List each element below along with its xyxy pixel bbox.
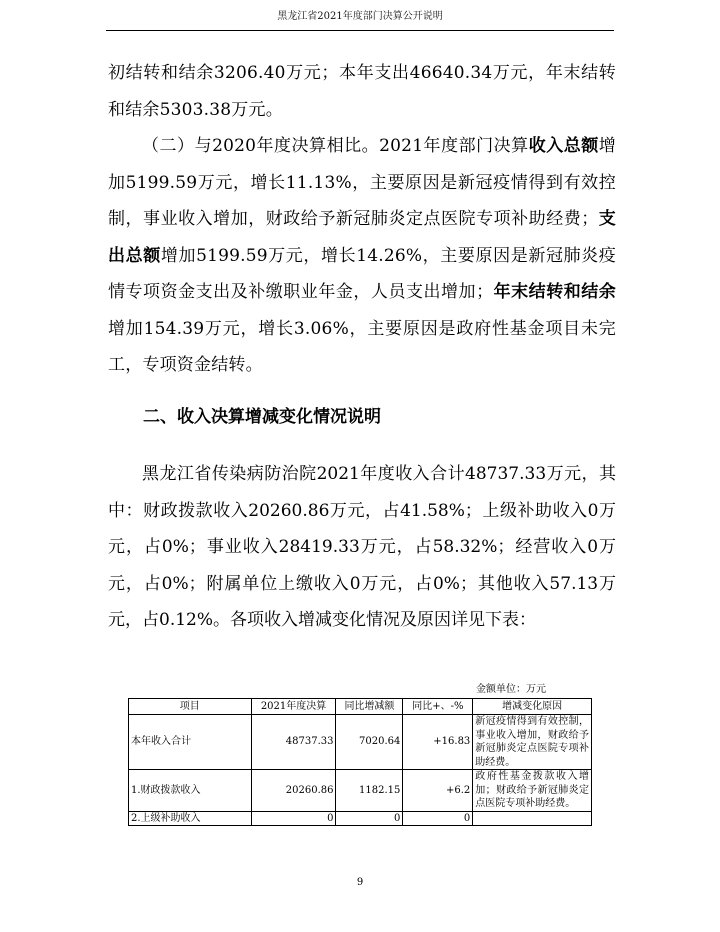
table-row bbox=[129, 715, 592, 770]
cell-reason: 政府性基金拨款收入增加；财政给予新冠肺炎定点医院专项补助经费。 bbox=[473, 770, 592, 812]
section-heading-income: 二、收入决算增减变化情况说明 bbox=[143, 407, 381, 427]
cell-reason bbox=[473, 811, 592, 826]
table-row bbox=[129, 770, 592, 812]
header-reason: 增减变化原因 bbox=[473, 699, 592, 715]
cell-item: 2.上级补助收入 bbox=[129, 811, 252, 826]
page-header: 黑龙江省2021年度部门决算公开说明 bbox=[277, 11, 443, 22]
body-text-section-1 bbox=[108, 55, 616, 384]
header-change: 同比增减额 bbox=[336, 699, 403, 715]
header-item: 项目 bbox=[129, 699, 252, 715]
cell-pct: +6.2 bbox=[403, 770, 473, 812]
comparison-text-4: 增加154.39万元，增长3.06%，主要原因是政府性基金项目未完工，专项资金结转。 bbox=[108, 318, 616, 375]
comparison-text-2: 增加5199.59万元，增长11.13%，主要原因是新冠疫情得到有效控制，事业收入增加，财政给予新冠肺炎定点医院专项补助经费； bbox=[108, 136, 616, 229]
paragraph-carryover: 初结转和结余3206.40万元；本年支出46640.34万元，年末结转和结余5303.38万元。 bbox=[108, 63, 616, 120]
paragraph-comparison-2020 bbox=[108, 128, 616, 384]
cell-item: 本年收入合计 bbox=[129, 715, 252, 770]
header-divider bbox=[106, 30, 614, 31]
cell-reason: 新冠疫情得到有效控制，事业收入增加，财政给予新冠肺炎定点医院专项补助经费。 bbox=[473, 715, 592, 770]
bold-total-income: 收入总额 bbox=[528, 136, 599, 156]
page-number: 9 bbox=[356, 877, 364, 888]
paragraph-income-summary: 黑龙江省传染病防治院2021年度收入合计48737.33万元，其中：财政拨款收入20260.86万元，占41.58%；上级补助收入0万元，占0%；事业收入28419.33万元，占58.32%；经营收入0万元，占0%；附属单位上缴收入0万元，占0%；其他收入57.13万元，占0.12%。各项收入增减变化情况及原因详见下表： bbox=[108, 464, 616, 630]
table-header-row bbox=[129, 699, 592, 715]
cell-change: 1182.15 bbox=[336, 770, 403, 812]
body-text-section-2 bbox=[108, 456, 616, 639]
comparison-text-3: 增加5199.59万元，增长14.26%，主要原因是新冠肺炎疫情专项资金支出及补缴职业年金，人员支出增加； bbox=[108, 245, 616, 302]
bold-year-end-balance: 年末结转和结余 bbox=[493, 282, 616, 302]
cell-amount: 0 bbox=[251, 811, 336, 826]
cell-change: 0 bbox=[336, 811, 403, 826]
bold-total-expense: 支出总额 bbox=[108, 209, 616, 266]
cell-pct: 0 bbox=[403, 811, 473, 826]
comparison-text-1: （二）与2020年度决算相比。2021年度部门决算 bbox=[142, 136, 529, 156]
income-change-table bbox=[128, 698, 592, 826]
header-pct: 同比+、-% bbox=[403, 699, 473, 715]
header-amount: 2021年度决算 bbox=[251, 699, 336, 715]
table-row bbox=[129, 811, 592, 826]
table-unit-label: 金额单位：万元 bbox=[476, 684, 546, 695]
cell-pct: +16.83 bbox=[403, 715, 473, 770]
cell-amount: 48737.33 bbox=[251, 715, 336, 770]
cell-amount: 20260.86 bbox=[251, 770, 336, 812]
cell-item: 1.财政拨款收入 bbox=[129, 770, 252, 812]
cell-change: 7020.64 bbox=[336, 715, 403, 770]
